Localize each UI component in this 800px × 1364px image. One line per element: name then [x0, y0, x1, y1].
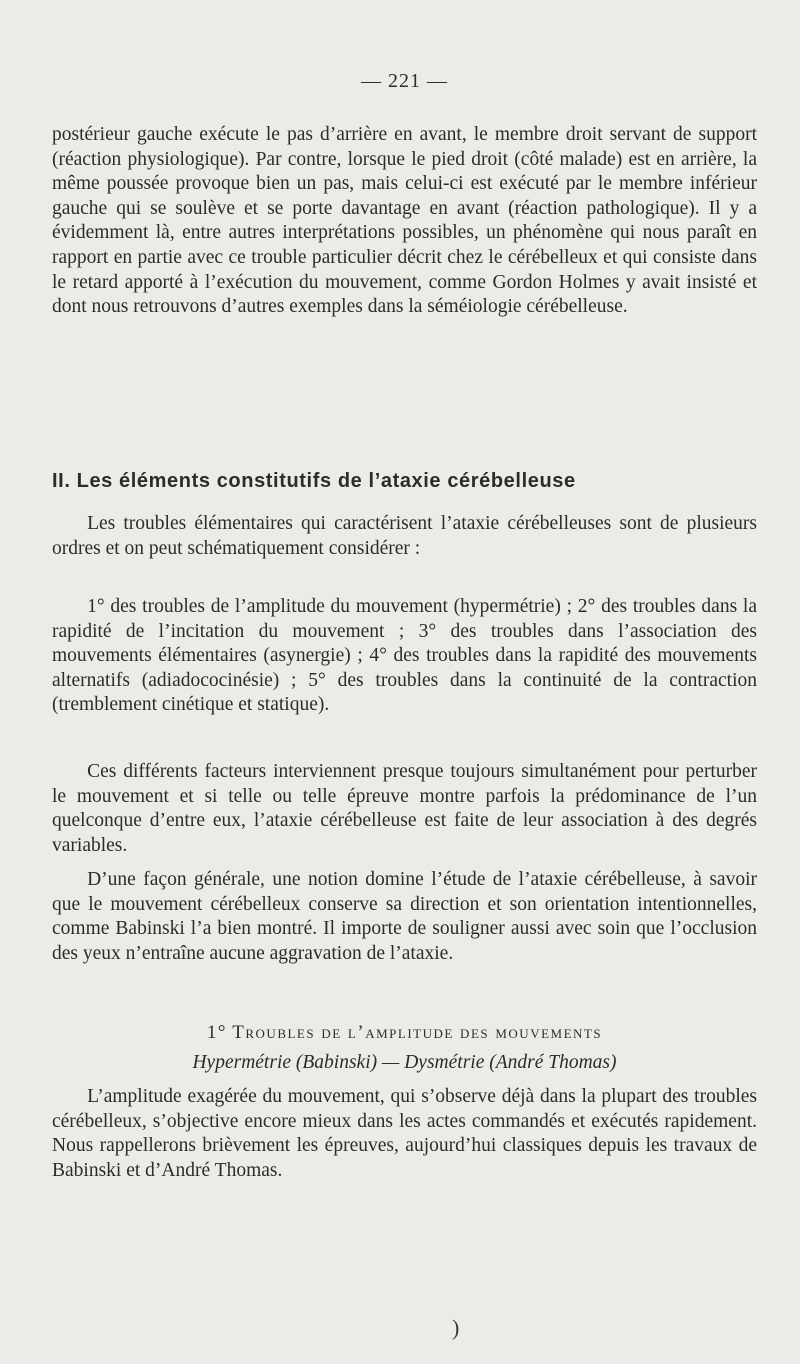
- paragraph-continuation: postérieur gauche exécute le pas d’arrière en avant, le membre droit servant de support (réaction physiologique). Par contre, lorsque le pied droit (côté malade) est en arrière, la même poussée provoque bien un pas, mais celui-ci est exécuté par le membre inférieur gauche qui se soulève et se porte davantage en avant (réaction pathologique). Il y a évidemment là, entre autres interprétations possibles, un phénomène qui nous paraît en rapport en partie avec ce trouble particulier décrit chez le cérébelleux et qui consiste dans le retard apporté à l’exécution du mouvement, comme Gordon Holmes y avait insisté et dont nous retrouvons d’autres exemples dans la séméiologie cérébelleuse.: [52, 124, 757, 318]
- paragraph-general-notion: D’une façon générale, une notion domine l’étude de l’ataxie cérébelleuse, à savoir que le mouvement cérébelleux conserve sa direction et son orientation intentionnelles, comme Babinski l’a bien montré. Il importe de souligner aussi avec soin que l’occlusion des yeux n’entraîne aucune aggravation de l’ataxie.: [52, 869, 757, 964]
- paragraph-intro: Les troubles élémentaires qui caractérisent l’ataxie cérébelleuses sont de plusieurs ordres et on peut schématiquement considérer :: [52, 513, 757, 559]
- paragraph-amplitude: L’amplitude exagérée du mouvement, qui s’observe déjà dans la plupart des troubles cérébelleux, s’objective encore mieux dans les actes commandés et exécutés rapidement. Nous rappellerons brièvement les épreuves, aujourd’hui classiques depuis les travaux de Babinski et d’André Thomas.: [52, 1086, 757, 1181]
- document-page: [52, 0, 757, 1364]
- subsection-number: 1°: [206, 1022, 228, 1043]
- paragraph-list: 1° des troubles de l’amplitude du mouvement (hypermétrie) ; 2° des troubles dans la rapidité de l’incitation du mouvement ; 3° des troubles dans l’association des mouvements élémentaires (asynergie) ; 4° des troubles dans la rapidité des mouvements alternatifs (adiadococinésie) ; 5° des troubles dans la continuité de la contraction (tremblement cinétique et statique).: [52, 596, 757, 716]
- page-number: — 221 —: [361, 70, 448, 92]
- bottom-mark: ): [452, 1315, 460, 1340]
- paragraph-factors: Ces différents facteurs interviennent presque toujours simultanément pour perturber le mouvement et si telle ou telle épreuve montre parfois la prédominance de l’un quelconque d’entre eux, l’ataxie cérébelleuse est faite de leur association à des degrés variables.: [52, 761, 757, 856]
- subsection-italic-line: Hypermétrie (Babinski) — Dysmétrie (André Thomas): [192, 1052, 617, 1073]
- subsection-heading: [52, 1022, 757, 1044]
- section-heading: II. Les éléments constitutifs de l’ataxie cérébelleuse: [52, 470, 576, 492]
- subsection-title: Troubles de l’amplitude des mouvements: [232, 1022, 603, 1043]
